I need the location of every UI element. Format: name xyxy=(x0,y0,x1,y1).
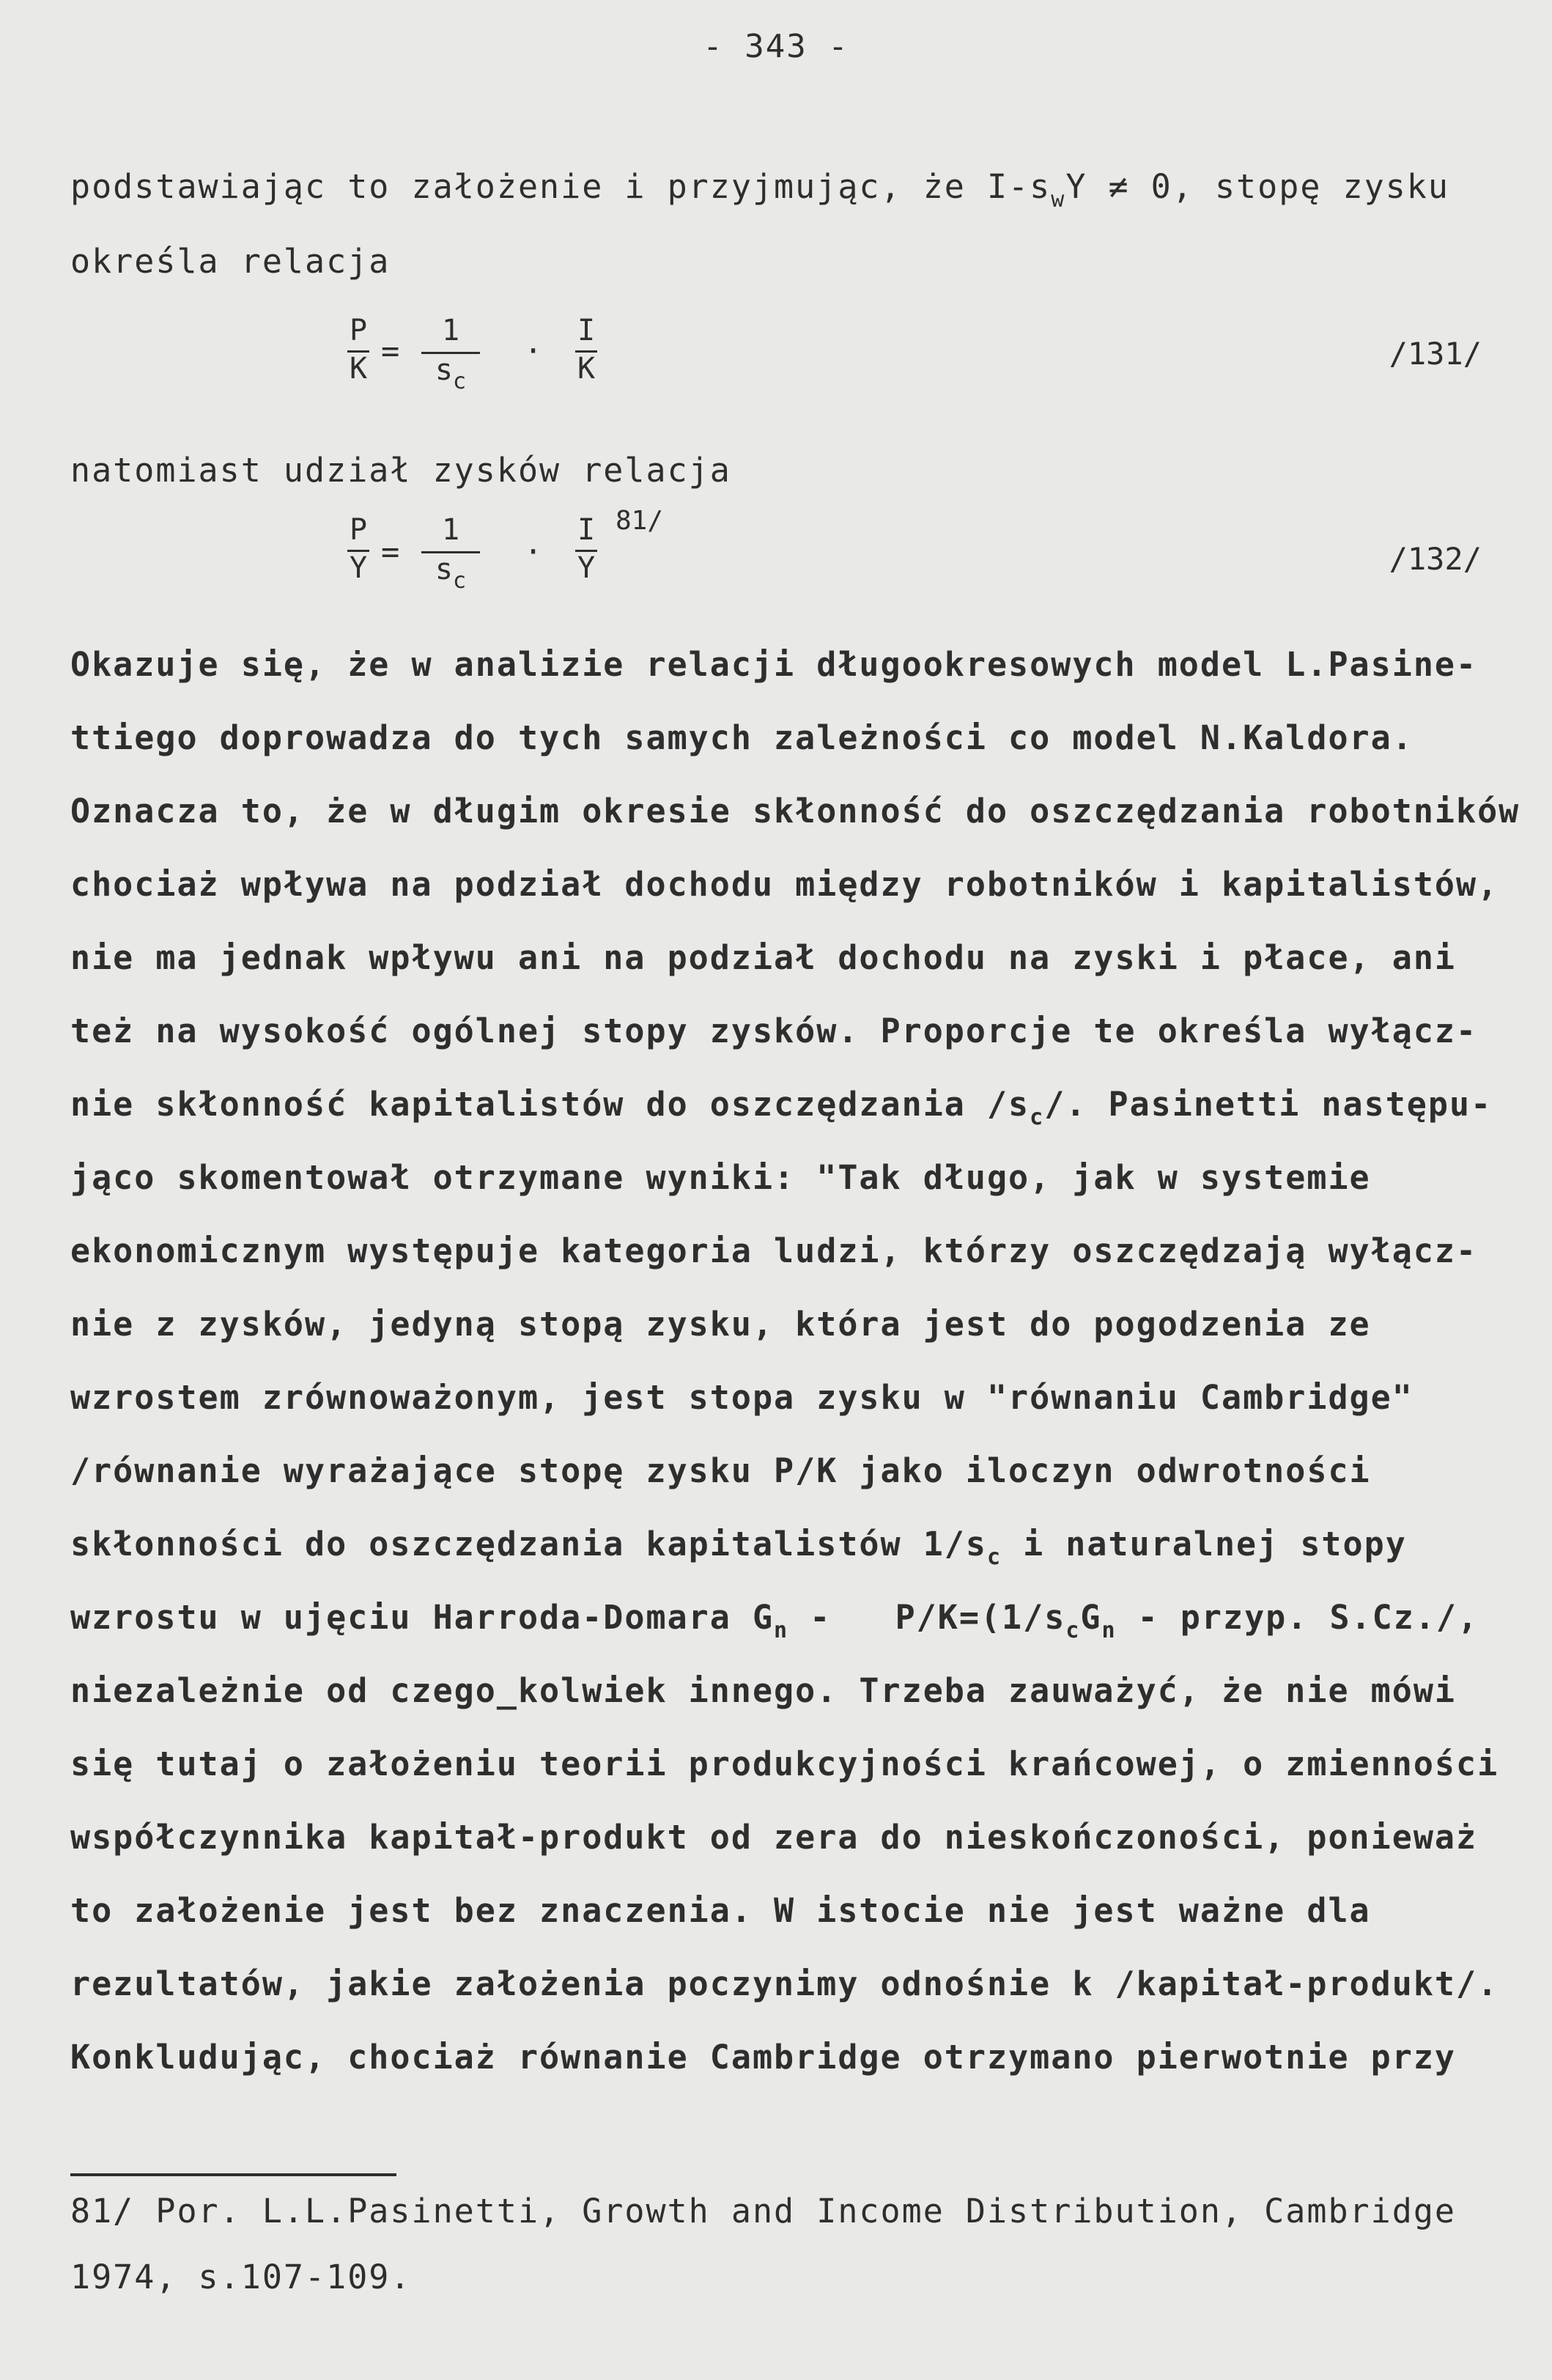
text-line: ekonomicznym występuje kategoria ludzi, którzy oszczędzają wyłącz- xyxy=(70,1231,1478,1270)
text-line xyxy=(70,167,1449,213)
text-span: - P/K=(1/s xyxy=(788,1598,1066,1637)
text-line: Konkludując, chociaż równanie Cambridge otrzymano pierwotnie przy xyxy=(70,2038,1456,2077)
text-line xyxy=(70,1525,1407,1570)
footnote-line: 1974, s.107-109. xyxy=(70,2258,412,2296)
denominator: K xyxy=(349,352,368,386)
denominator: s xyxy=(435,353,454,387)
numerator: I xyxy=(577,513,596,547)
middle-fraction xyxy=(421,314,480,394)
equals-sign: = xyxy=(381,333,400,369)
text-line: określa relacja xyxy=(70,242,391,281)
rhs-fraction xyxy=(575,314,597,386)
text-span: skłonności do oszczędzania kapitalistów 1/s xyxy=(70,1525,987,1563)
subscript: c xyxy=(986,1544,1002,1570)
text-span: i naturalnej stopy xyxy=(1002,1525,1407,1563)
lhs-fraction xyxy=(347,513,369,585)
denominator: Y xyxy=(349,551,368,585)
numerator: I xyxy=(577,314,596,347)
text-line: jąco skomentował otrzymane wyniki: "Tak długo, jak w systemie xyxy=(70,1158,1371,1197)
text-line: wzrostem zrównoważonym, jest stopa zysku w "równaniu Cambridge" xyxy=(70,1378,1414,1417)
text-line: rezultatów, jakie założenia poczynimy odnośnie k /kapitał-produkt/. xyxy=(70,1964,1499,2003)
dot-operator: · xyxy=(524,534,543,570)
text-line: to założenie jest bez znaczenia. W istocie nie jest ważne dla xyxy=(70,1891,1371,1930)
denominator: Y xyxy=(577,551,596,585)
equation-number: /132/ xyxy=(1389,541,1482,577)
text-span: podstawiając to założenie i przyjmując, że I-s xyxy=(70,167,1052,206)
subscript: c xyxy=(1065,1618,1081,1643)
dot-operator: · xyxy=(524,333,543,369)
text-span: - przyp. S.Cz./, xyxy=(1116,1598,1479,1637)
text-span: G xyxy=(1080,1598,1102,1637)
text-line: Okazuje się, że w analizie relacji długookresowych model L.Pasine- xyxy=(70,645,1478,684)
text-line: natomiast udział zysków relacja xyxy=(70,451,731,490)
denominator: s xyxy=(435,553,454,586)
subscript: w xyxy=(1051,187,1066,213)
text-span: wzrostu w ujęciu Harroda-Domara G xyxy=(70,1598,775,1637)
subscript: c xyxy=(1030,1105,1045,1130)
text-line xyxy=(70,1598,1479,1643)
text-span: /. Pasinetti następu- xyxy=(1044,1085,1493,1124)
equals-sign: = xyxy=(381,534,400,570)
subscript: n xyxy=(1101,1618,1117,1643)
subscript: c xyxy=(453,568,467,594)
denominator: K xyxy=(577,352,596,386)
text-line: też na wysokość ogólnej stopy zysków. Proporcje te określa wyłącz- xyxy=(70,1012,1478,1050)
text-span: Y ≠ 0, stopę zysku xyxy=(1065,167,1449,206)
page-number: - 343 - xyxy=(703,28,849,65)
text-line: nie z zysków, jedyną stopą zysku, która jest do pogodzenia ze xyxy=(70,1305,1371,1344)
numerator: 1 xyxy=(441,513,460,547)
text-line xyxy=(70,1085,1492,1130)
lhs-fraction xyxy=(347,314,369,386)
text-line: /równanie wyrażające stopę zysku P/K jako iloczyn odwrotności xyxy=(70,1451,1371,1490)
text-line: Oznacza to, że w długim okresie skłonność do oszczędzania robotników xyxy=(70,792,1520,830)
footnote-divider xyxy=(70,2173,396,2176)
subscript: n xyxy=(774,1618,789,1643)
rhs-fraction xyxy=(575,513,597,585)
text-line: nie ma jednak wpływu ani na podział dochodu na zyski i płace, ani xyxy=(70,938,1456,977)
text-span: nie skłonność kapitalistów do oszczędzania /s xyxy=(70,1085,1030,1124)
numerator: P xyxy=(349,314,368,347)
text-line: współczynnika kapitał-produkt od zera do nieskończoności, ponieważ xyxy=(70,1818,1478,1857)
subscript: c xyxy=(453,369,467,394)
text-line: się tutaj o założeniu teorii produkcyjności krańcowej, o zmienności xyxy=(70,1745,1499,1783)
equation-number: /131/ xyxy=(1389,336,1482,372)
numerator: P xyxy=(349,513,368,547)
text-line: niezależnie od czego_kolwiek innego. Trzeba zauważyć, że nie mówi xyxy=(70,1671,1456,1710)
middle-fraction xyxy=(421,513,480,594)
footnote-line: 81/ Por. L.L.Pasinetti, Growth and Income Distribution, Cambridge xyxy=(70,2192,1456,2230)
footnote-mark: 81/ xyxy=(616,506,664,536)
text-line: chociaż wpływa na podział dochodu między robotników i kapitalistów, xyxy=(70,865,1499,904)
text-line: ttiego doprowadza do tych samych zależności co model N.Kaldora. xyxy=(70,718,1414,757)
numerator: 1 xyxy=(441,314,460,347)
